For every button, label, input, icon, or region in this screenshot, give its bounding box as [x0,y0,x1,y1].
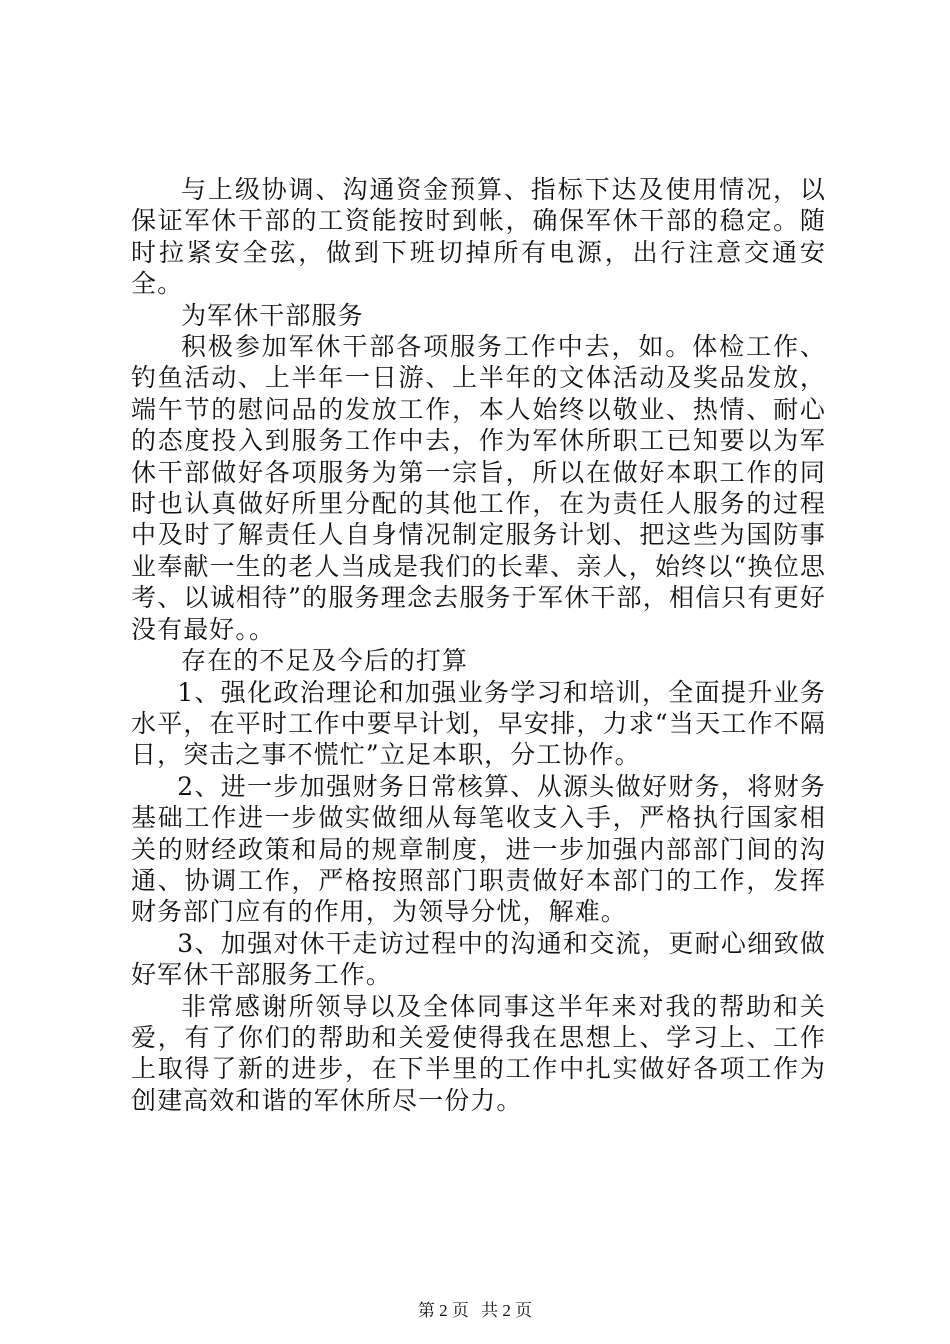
page-footer [0,1301,950,1321]
page-number: 第 2 页 [417,1301,469,1320]
page-total: 共 2 页 [481,1301,533,1320]
document-body [131,174,826,1116]
list-item-3: 3、加强对休干走访过程中的沟通和交流，更耐心细致做好军休干部服务工作。 [131,928,826,990]
section-heading-service: 为军休干部服务 [181,300,364,330]
paragraph-thanks: 非常感谢所领导以及全体同事这半年来对我的帮助和关爱，有了你们的帮助和关爱使得我在思想上、学习上、工作上取得了新的进步，在下半里的工作中扎实做好各项工作为创建高效和谐的军休所尽一份力。 [131,991,826,1115]
paragraph-funding-coordination: 与上级协调、沟通资金预算、指标下达及使用情况，以保证军休干部的工资能按时到帐，确保军休干部的稳定。随时拉紧安全弦，做到下班切掉所有电源，出行注意交通安全。 [131,175,826,299]
paragraph-service-work: 积极参加军休干部各项服务工作中去，如。体检工作、钓鱼活动、上半年一日游、上半年的文体活动及奖品发放，端午节的慰问品的发放工作，本人始终以敬业、热情、耐心的态度投入到服务工作中去，作为军休所职工已知要以为军休干部做好各项服务为第一宗旨，所以在做好本职工作的同时也认真做好所里分配的其他工作，在为责任人服务的过程中及时了解责任人自身情况制定服务计划、把这些为国防事业奉献一生的老人当成是我们的长辈、亲人，始终以“换位思考、以诚相待”的服务理念去服务于军休干部，相信只有更好没有最好。。 [131,332,826,644]
section-heading-shortcomings: 存在的不足及今后的打算 [181,646,469,676]
list-item-1: 1、强化政治理论和加强业务学习和培训，全面提升业务水平，在平时工作中要早计划，早安排，力求“当天工作不隔日，突击之事不慌忙”立足本职，分工协作。 [131,677,826,770]
list-item-2: 2、进一步加强财务日常核算、从源头做好财务，将财务基础工作进一步做实做细从每笔收支入手，严格执行国家相关的财经政策和局的规章制度，进一步加强内部部门间的沟通、协调工作，严格按照部门职责做好本部门的工作，发挥财务部门应有的作用，为领导分忧，解难。 [131,771,826,927]
